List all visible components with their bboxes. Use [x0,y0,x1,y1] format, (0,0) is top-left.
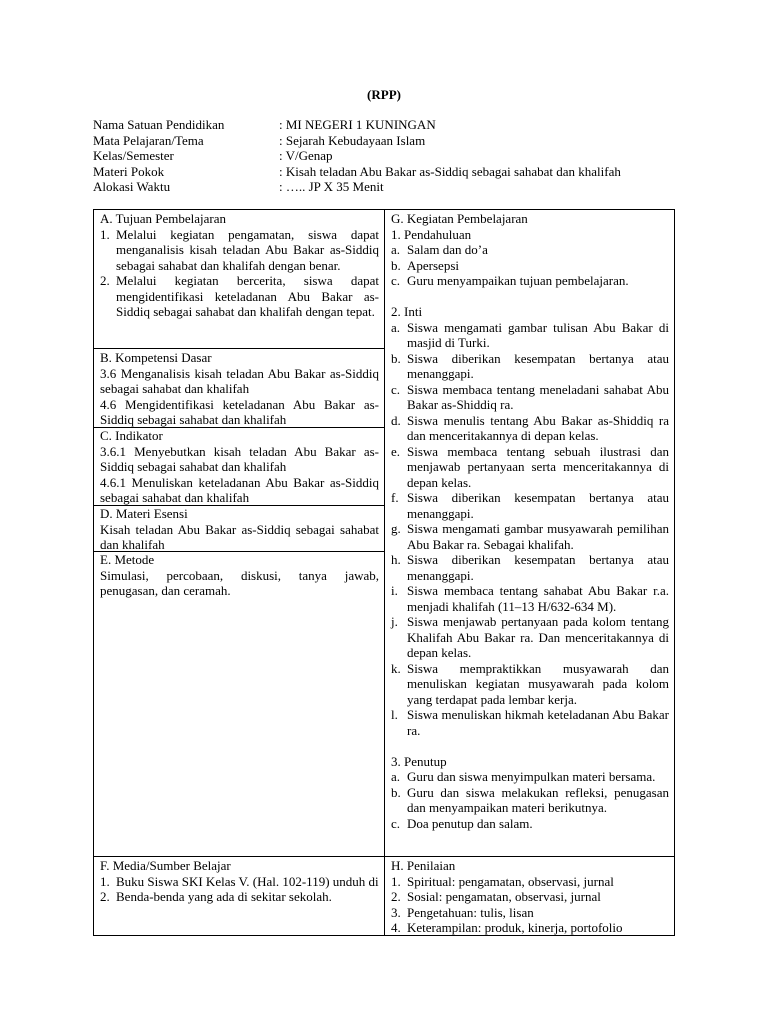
info-row-time [93,179,683,195]
list-text: Apersepsi [407,257,459,273]
list-marker: 3. [391,904,401,920]
info-row-topic [93,164,683,180]
list-marker: j. [391,614,398,629]
list-marker: d. [391,412,401,428]
section-materi [94,506,384,553]
list-marker: h. [391,552,401,567]
list-item [391,521,669,552]
list-text: Melalui kegiatan pengamatan, siswa dapat menganalisis kisah teladan Abu Bakar as-Siddiq sebagai sahabat dan khalifah dengan benar. [116,226,379,273]
list-item [391,874,669,890]
section-heading: A. Tujuan Pembelajaran [100,211,227,226]
list-text: Guru dan siswa menyimpulkan materi bersama. [407,769,656,784]
list-text: Guru dan siswa melakukan refleksi, penugasan dan menyampaikan materi berikutnya. [407,784,669,815]
list-text: Guru menyampaikan tujuan pembelajaran. [407,273,629,288]
list-marker: i. [391,583,398,598]
info-label: Kelas/Semester [93,148,174,163]
list-item [100,273,379,320]
kompetensi-line: 4.6 Mengidentifikasi keteladanan Abu Bakar as-Siddiq sebagai sahabat dan khalifah [100,396,379,427]
penutup-list [391,769,669,831]
list-marker: c. [391,273,401,288]
list-marker: 1. [100,873,110,889]
list-item [391,583,669,614]
list-text: Buku Siswa SKI Kelas V. (Hal. 102-119) unduh di [116,873,379,889]
list-text: Spiritual: pengamatan, observasi, jurnal [407,873,614,889]
list-text: Siswa diberikan kesempatan bertanya atau menanggapi. [407,350,669,381]
list-marker: 2. [100,273,110,288]
info-label: Alokasi Waktu [93,179,171,194]
list-marker: a. [391,769,401,784]
info-value: : MI NEGERI 1 KUNINGAN [279,117,436,132]
list-marker: b. [391,257,401,273]
info-value: : Sejarah Kebudayaan Islam [279,132,426,148]
list-marker: a. [391,319,401,335]
section-heading: D. Materi Esensi [100,506,188,521]
info-row-school [93,117,683,133]
section-heading: G. Kegiatan Pembelajaran [391,211,528,226]
section-heading: B. Kompetensi Dasar [100,350,212,365]
list-item [391,258,669,274]
pendahuluan-list [391,242,669,289]
list-item [391,444,669,491]
media-list [100,874,379,905]
identity-block [93,117,683,195]
section-tujuan [94,211,384,320]
list-item [391,320,669,351]
list-marker: c. [391,381,401,397]
list-item [391,889,669,905]
row-divider [94,856,674,857]
list-text: Sosial: pengamatan, observasi, jurnal [407,889,601,904]
list-item [100,889,379,905]
section-kompetensi [94,350,384,428]
list-marker: 1. [100,226,110,242]
info-value: : ….. JP X 35 Menit [279,179,384,194]
list-item [391,351,669,382]
row-divider [94,348,384,349]
list-text: Salam dan do’a [407,242,488,257]
list-text: Melalui kegiatan bercerita, siswa dapat mengidentifikasi keteladanan Abu Bakar as-Siddiq sebagai sahabat dan khalifah dengan tepat. [116,273,379,319]
indikator-line: 4.6.1 Menuliskan keteladanan Abu Bakar as-Siddiq sebagai sahabat dan khalifah [100,474,379,505]
list-marker: b. [391,350,401,366]
info-row-class [93,148,683,164]
subsection-heading: 3. Penutup [391,753,447,769]
list-text: Pengetahuan: tulis, lisan [407,904,534,920]
list-item [391,382,669,413]
info-label: Mata Pelajaran/Tema [93,132,204,148]
list-text: Siswa diberikan kesempatan bertanya atau menanggapi. [407,490,669,521]
kompetensi-line: 3.6 Menganalisis kisah teladan Abu Bakar as-Siddiq sebagai sahabat dan khalifah [100,365,379,396]
list-item [391,552,669,583]
indikator-line: 3.6.1 Menyebutkan kisah teladan Abu Bakar as-Siddiq sebagai sahabat dan khalifah [100,443,379,474]
section-kegiatan [385,211,674,831]
list-item [391,816,669,832]
list-text: Siswa menulis tentang Abu Bakar as-Shiddiq ra dan menceritakannya di depan kelas. [407,412,669,443]
list-marker: a. [391,242,401,257]
section-heading: F. Media/Sumber Belajar [100,858,231,873]
list-item [391,769,669,785]
list-text: Siswa mengamati gambar tulisan Abu Bakar di masjid di Turki. [407,319,669,350]
penilaian-list [391,874,669,936]
list-text: Siswa diberikan kesempatan bertanya atau menanggapi. [407,552,669,583]
list-item [391,905,669,921]
list-text: Siswa membaca tentang sahabat Abu Bakar r.a. menjadi khalifah (11–13 H/632-634 M). [407,583,669,614]
list-item [391,273,669,289]
list-item [391,614,669,661]
inti-list [391,320,669,739]
list-text: Siswa mengamati gambar musyawarah pemilihan Abu Bakar ra. Sebagai khalifah. [407,521,669,552]
tujuan-list [100,227,379,320]
subsection-heading: 2. Inti [391,304,423,319]
list-marker: 2. [391,889,401,904]
list-item [391,490,669,521]
list-text: Siswa menuliskan hikmah keteladanan Abu Bakar ra. [407,707,669,738]
list-text: Siswa membaca tentang meneladani sahabat Abu Bakar as-Shiddiq ra. [407,381,669,412]
list-marker: l. [391,707,398,722]
list-marker: 4. [391,920,401,935]
section-indikator [94,428,384,506]
info-label: Nama Satuan Pendidikan [93,117,225,132]
list-item [391,785,669,816]
materi-text: Kisah teladan Abu Bakar as-Siddiq sebagai sahabat dan khalifah [100,521,379,552]
info-value: : V/Genap [279,148,333,163]
list-item [391,661,669,708]
list-text: Siswa mempraktikkan musyawarah dan menuliskan kegiatan musyawarah pada kolom yang terdapat pada lembar kerja. [407,660,669,707]
document-title: (RPP) [367,87,401,102]
list-text: Keterampilan: produk, kinerja, portofolio [407,920,623,935]
list-item [391,413,669,444]
list-item [100,227,379,274]
list-marker: f. [391,490,399,505]
list-item [391,707,669,738]
list-item [100,874,379,890]
section-heading: H. Penilaian [391,858,456,873]
list-text: Siswa membaca tentang sebuah ilustrasi dan menjawab pertanyaan serta menceritakannya di depan kelas. [407,443,669,490]
section-heading: E. Metode [100,552,155,567]
list-marker: 2. [100,889,110,904]
section-penilaian [385,858,674,936]
section-heading: C. Indikator [100,428,163,443]
list-marker: e. [391,443,401,459]
info-value: : Kisah teladan Abu Bakar as-Siddiq sebagai sahabat dan khalifah [279,163,621,179]
list-marker: 1. [391,873,401,889]
section-metode [94,552,384,599]
subsection-heading: 1. Pendahuluan [391,226,472,242]
section-media [94,858,384,905]
list-text: Doa penutup dan salam. [407,815,533,831]
list-marker: g. [391,521,401,536]
list-item [391,242,669,258]
metode-text: Simulasi, percobaan, diskusi, tanya jawab, penugasan, dan ceramah. [100,567,379,598]
list-marker: c. [391,815,401,831]
list-text: Siswa menjawab pertanyaan pada kolom tentang Khalifah Abu Bakar ra. Dan menceritakannya di depan kelas. [407,614,669,660]
list-text: Benda-benda yang ada di sekitar sekolah. [116,889,332,904]
list-marker: b. [391,784,401,800]
list-item [391,920,669,936]
info-label: Materi Pokok [93,163,165,179]
info-row-subject [93,133,683,149]
lesson-plan-table [93,209,675,936]
list-marker: k. [391,660,401,676]
